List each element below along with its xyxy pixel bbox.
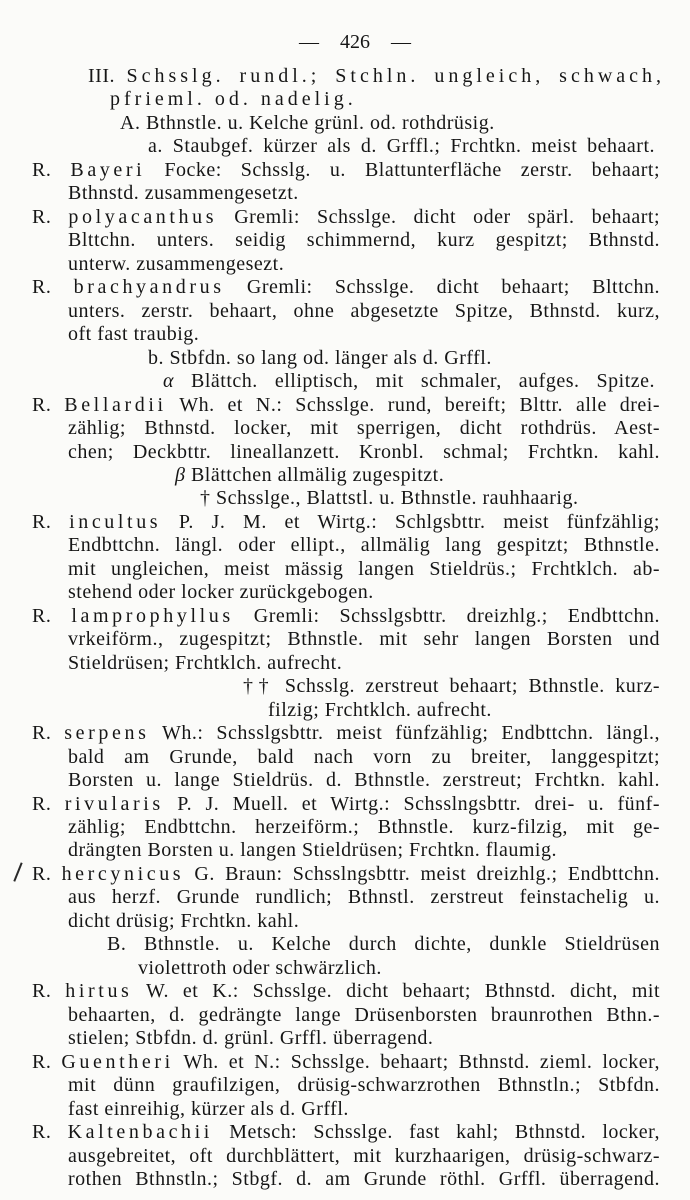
line-text: Focke: Schsslg. u. Blattunterfläche zerstr. behaart; bbox=[164, 158, 661, 181]
genus-marker: R. bbox=[32, 393, 52, 416]
species-entry-line bbox=[32, 793, 660, 816]
key-line bbox=[107, 933, 660, 956]
species-name: rivularis bbox=[64, 792, 164, 815]
line-text: Bthnstle. u. Kelche durch dichte, dunkle Stieldrüsen bbox=[144, 933, 660, 956]
key-line bbox=[88, 65, 665, 88]
line-text: mit dünn graufilzigen, drüsig-schwarzrothen Bthnstln.; Stbfdn. bbox=[68, 1074, 660, 1097]
species-entry-line bbox=[32, 1121, 660, 1144]
line-text: zählig; Endbttchn. herzeiförm.; Bthnstle. kurz-filzig, mit ge- bbox=[68, 816, 660, 838]
determination-key bbox=[0, 65, 690, 1192]
genus-marker: R. bbox=[32, 1121, 52, 1144]
group-marker: b. bbox=[148, 346, 164, 369]
species-entry-line bbox=[32, 722, 660, 745]
key-line bbox=[138, 957, 660, 980]
key-line bbox=[68, 253, 660, 276]
group-marker: III. bbox=[88, 65, 115, 87]
species-name: Guentheri bbox=[61, 1050, 174, 1073]
key-line bbox=[68, 1004, 660, 1027]
line-text: Gremli: Schsslge. dicht behaart; Blttchn. bbox=[246, 276, 661, 299]
page-number: — 426 — bbox=[299, 31, 411, 53]
line-text: Blttchn. unters. seidig schimmernd, kurz gespitzt; Bthnstd. bbox=[68, 229, 660, 252]
key-line bbox=[148, 135, 655, 158]
key-line bbox=[68, 1027, 660, 1050]
line-text: unterw. zusammengesezt. bbox=[68, 252, 285, 275]
species-name: hercynicus bbox=[61, 862, 185, 885]
line-text: fast einreihig, kürzer als d. Grffl. bbox=[68, 1097, 349, 1120]
line-text: Schsslg. zerstreut behaart; Bthnstle. kurz- bbox=[284, 675, 660, 698]
line-text: Borsten u. lange Stieldrüs. d. Bthnstle. zerstreut; Frchtkn. kahl. bbox=[68, 769, 660, 792]
line-text: dicht drüsig; Frchtkn. kahl. bbox=[68, 909, 300, 932]
line-text: Gremli: Schsslge. dicht oder spärl. behaart; bbox=[234, 205, 661, 228]
genus-marker: R. bbox=[32, 792, 52, 815]
key-line bbox=[148, 347, 655, 370]
key-line bbox=[68, 886, 660, 909]
line-text: drängten Borsten u. langen Stieldrüsen; Frchtkn. flaumig. bbox=[68, 839, 557, 862]
species-entry-line bbox=[32, 1051, 660, 1074]
key-line bbox=[110, 88, 660, 111]
key-line bbox=[68, 323, 660, 346]
key-line bbox=[68, 1168, 660, 1191]
line-text: unters. zerstr. behaart, ohne abgesetzte Spitze, Bthnstd. kurz, bbox=[68, 299, 660, 322]
species-entry-line bbox=[32, 159, 660, 182]
line-text: filzig; Frchtklch. aufrecht. bbox=[268, 698, 492, 721]
line-text: violettroth oder schwärzlich. bbox=[138, 956, 382, 979]
species-entry-line bbox=[32, 206, 660, 229]
species-name: Bayeri bbox=[70, 158, 146, 181]
line-text: Wh. et N.: Schsslge. rund, bereift; Blttr. alle drei- bbox=[179, 393, 660, 416]
line-text: stehend oder locker zurückgebogen. bbox=[68, 581, 374, 604]
spaced-text: pfrieml. od. nadelig. bbox=[110, 88, 357, 111]
key-line bbox=[268, 699, 660, 722]
line-text: G. Braun: Schsslngsbttr. meist dreizhlg.; Endbttchn. bbox=[194, 862, 661, 885]
line-text: stielen; Stbfdn. d. grünl. Grffl. überragend. bbox=[68, 1027, 434, 1050]
key-line bbox=[68, 581, 660, 604]
genus-marker: R. bbox=[32, 276, 52, 299]
line-text: Stieldrüsen; Frchtklch. aufrecht. bbox=[68, 651, 343, 674]
line-text: Endbttchn. längl. oder ellipt., allmälig lang gespitzt; Bthnstle. bbox=[68, 534, 660, 557]
key-line bbox=[243, 675, 660, 698]
key-line bbox=[68, 441, 660, 464]
line-text: Bthnstle. u. Kelche grünl. od. rothdrüsig. bbox=[145, 111, 495, 134]
species-name: serpens bbox=[64, 722, 150, 745]
key-line bbox=[163, 370, 655, 393]
line-text: W. et K.: Schsslge. dicht behaart; Bthnstd. dicht, mit bbox=[145, 980, 661, 1003]
genus-marker: R. bbox=[32, 510, 52, 533]
key-line bbox=[68, 839, 660, 862]
group-marker: † bbox=[200, 487, 211, 510]
line-text: aus herzf. Grunde rundlich; Bthnstl. zerstreut feinstachelig u. bbox=[68, 886, 660, 909]
key-line bbox=[175, 464, 660, 487]
spaced-text: Schsslg. rundl.; Stchln. ungleich, schwach, bbox=[126, 65, 666, 87]
genus-marker: R. bbox=[32, 862, 52, 885]
key-line bbox=[68, 182, 660, 205]
line-text: rothen Bthnstln.; Stbgf. d. am Grunde röthl. Grffl. überragend. bbox=[68, 1168, 660, 1191]
key-line bbox=[68, 910, 660, 933]
genus-marker: R. bbox=[32, 158, 52, 181]
species-entry-line bbox=[32, 511, 660, 534]
species-name: brachyandrus bbox=[73, 276, 225, 299]
species-entry-line bbox=[32, 980, 660, 1003]
key-line bbox=[68, 816, 660, 839]
line-text: mit ungleichen, meist mässig langen Stieldrüs.; Frchtklch. ab- bbox=[68, 557, 660, 580]
genus-marker: R. bbox=[32, 205, 52, 228]
line-text: Blättch. elliptisch, mit schmaler, aufges. Spitze. bbox=[191, 370, 656, 393]
line-text: Blättchen allmälig zugespitzt. bbox=[190, 463, 445, 486]
species-name: lamprophyllus bbox=[71, 604, 234, 627]
line-text: oft fast traubig. bbox=[68, 323, 200, 346]
genus-marker: R. bbox=[32, 604, 52, 627]
species-entry-line bbox=[32, 276, 660, 299]
species-name: polyacanthus bbox=[68, 205, 218, 228]
line-text: Metsch: Schsslge. fast kahl; Bthnstd. locker, bbox=[229, 1121, 661, 1144]
line-text: Wh.: Schsslgsbttr. meist fünfzählig; Endbttchn. längl., bbox=[162, 722, 661, 745]
species-entry-line bbox=[32, 394, 660, 417]
line-text: Staubgef. kürzer als d. Grffl.; Frchtkn. meist behaart. bbox=[172, 135, 655, 158]
key-line bbox=[68, 1098, 660, 1121]
species-name: incultus bbox=[69, 510, 162, 533]
genus-marker: R. bbox=[32, 980, 52, 1003]
key-line bbox=[120, 112, 660, 135]
group-marker: β bbox=[175, 463, 186, 486]
key-line bbox=[68, 746, 660, 769]
species-name: hirtus bbox=[65, 980, 133, 1003]
line-text: behaarten, d. gedrängte lange Drüsenborsten braunrothen Bthn.- bbox=[68, 1003, 660, 1026]
line-text: Wh. et N.: Schsslge. behaart; Bthnstd. zieml. locker, bbox=[183, 1050, 661, 1073]
species-name: Bellardii bbox=[64, 393, 167, 416]
group-marker: α bbox=[163, 370, 174, 393]
key-line bbox=[68, 628, 660, 651]
key-line bbox=[68, 1074, 660, 1097]
line-text: Stbfdn. so lang od. länger als d. Grffl. bbox=[169, 346, 492, 369]
key-line bbox=[200, 487, 660, 510]
genus-marker: R. bbox=[32, 1050, 52, 1073]
line-text: vrkeiförm., zugespitzt; Bthnstle. mit sehr langen Borsten und bbox=[68, 628, 660, 651]
line-text: bald am Grunde, bald nach vorn zu breiter, langgespitzt; bbox=[68, 745, 660, 768]
group-marker: a. bbox=[148, 135, 163, 158]
key-line bbox=[68, 1145, 660, 1168]
line-text: Schsslge., Blattstl. u. Bthnstle. rauhhaarig. bbox=[216, 487, 579, 510]
key-line bbox=[68, 534, 660, 557]
line-text: zählig; Bthnstd. locker, mit sperrigen, dicht rothdrüs. Aest- bbox=[68, 417, 660, 440]
species-entry-line bbox=[32, 863, 660, 886]
key-line bbox=[68, 229, 660, 252]
key-line bbox=[68, 558, 660, 581]
line-text: Gremli: Schsslgsbttr. dreizhlg.; Endbttchn. bbox=[253, 604, 661, 627]
species-name: Kaltenbachii bbox=[67, 1121, 213, 1144]
key-line bbox=[68, 769, 660, 792]
line-text: ausgebreitet, oft durchblättert, mit kurzhaarigen, drüsig-schwarz- bbox=[68, 1144, 660, 1167]
species-entry-line bbox=[32, 605, 660, 628]
line-text: chen; Deckbttr. lineallanzett. Kronbl. schmal; Frchtkn. kahl. bbox=[68, 440, 660, 463]
line-text: Bthnstd. zusammengesetzt. bbox=[68, 182, 299, 205]
group-marker: B. bbox=[107, 933, 127, 956]
group-marker: A. bbox=[120, 111, 141, 134]
genus-marker: R. bbox=[32, 722, 52, 745]
key-line bbox=[68, 300, 660, 323]
group-marker: †† bbox=[243, 675, 275, 698]
line-text: P. J. M. et Wirtg.: Schlgsbttr. meist fünfzählig; bbox=[178, 510, 660, 533]
key-line bbox=[68, 652, 660, 675]
line-text: P. J. Muell. et Wirtg.: Schsslngsbttr. drei- u. fünf- bbox=[177, 792, 661, 815]
key-line bbox=[68, 417, 660, 440]
